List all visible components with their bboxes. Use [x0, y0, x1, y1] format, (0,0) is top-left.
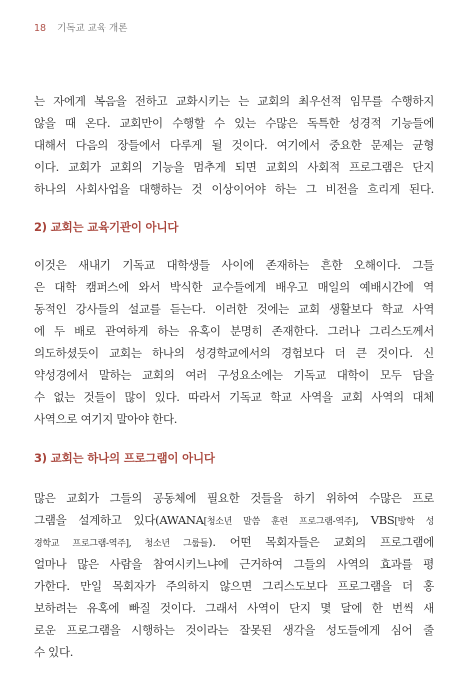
text-line-with-notes	[34, 509, 434, 531]
text-line: 의도하셨듯이 교회는 하나의 성경학교에서의 경험보다 더 큰 것이다. 신	[34, 346, 434, 360]
page-number: 18	[34, 23, 47, 34]
text-line: 은 대학 캠퍼스에 와서 박식한 교수들에게 배우고 매일의 예배시간에 역	[34, 280, 434, 294]
translator-note: [방학 성	[394, 517, 434, 527]
paragraph-education	[34, 254, 434, 430]
text-fragment: 그램을 설계하고 있다(AWANA	[34, 513, 204, 527]
text-line: 하나의 사회사업을 대행하는 것 이상이어야 하는 그 비전을 흐리게 된다.	[34, 182, 434, 196]
text-line: 이것은 새내기 기독교 대학생들 사이에 존재하는 흔한 오해이다. 그들	[34, 258, 434, 272]
text-line: 대해서 다음의 장들에서 다루게 될 것이다. 여기에서 중요한 문제는 균형	[34, 138, 434, 152]
text-line: 보하려는 유혹에 빠질 것이다. 그래서 사역이 단지 몇 달에 한 번씩 새	[34, 601, 434, 615]
text-line: 않을 때 온다. 교회만이 수행할 수 있는 수많은 독특한 성경적 기능들에	[34, 116, 434, 130]
text-line: 사역으로 여기지 말아야 한다.	[34, 412, 178, 426]
translator-note: [청소년 말씀 훈련 프로그램-역주]	[203, 517, 356, 527]
translator-note: 경학교 프로그램-역주], 청소년 그룹들	[34, 539, 209, 549]
text-line: 수 없는 것들이 많이 있다. 따라서 기독교 학교 사역을 교회 사역의 대체	[34, 390, 434, 404]
text-line: 가한다. 만일 목회자가 주의하지 않으면 그리스도보다 프로그램을 더 홍	[34, 579, 434, 593]
text-line: 얼마나 많은 사람을 참여시키느냐에 근거하여 그들의 사역의 효과를 평	[34, 557, 434, 571]
text-line-with-notes	[34, 531, 434, 553]
text-line: 많은 교회가 그들의 공동체에 필요한 것들을 하기 위하여 수많은 프로	[34, 491, 434, 505]
section-heading-program: 3) 교회는 하나의 프로그램이 아니다	[34, 451, 215, 465]
text-line: 수 있다.	[34, 645, 74, 659]
text-line: 이다. 교회가 교회의 기능을 멈추게 되면 교회의 사회적 프로그램은 단지	[34, 160, 434, 174]
text-line: 로운 프로그램을 시행하는 것이라는 잘못된 생각을 성도들에게 심어 줄	[34, 623, 434, 637]
text-fragment: ). 어떤 목회자들은 교회의 프로그램에	[208, 535, 434, 549]
text-line: 에 두 배로 관여하게 하는 유혹이 분명히 존재한다. 그러나 그리스도께서	[34, 324, 434, 338]
running-header	[34, 20, 127, 36]
page-body	[34, 90, 434, 663]
text-line: 약성경에서 말하는 교회의 여러 구성요소에는 기독교 대학이 모두 담을	[34, 368, 434, 382]
text-line: 동적인 강사들의 설교를 듣는다. 이러한 것에는 교회 생활보다 학교 사역	[34, 302, 434, 316]
paragraph-church-balance	[34, 90, 434, 200]
book-title: 기독교 교육 개론	[57, 23, 128, 34]
section-heading-education: 2) 교회는 교육기관이 아니다	[34, 220, 179, 234]
paragraph-program	[34, 487, 434, 663]
text-fragment: , VBS	[355, 513, 395, 527]
text-line: 는 자에게 복음을 전하고 교화시키는 는 교회의 최우선적 임무를 수행하지	[34, 94, 434, 108]
